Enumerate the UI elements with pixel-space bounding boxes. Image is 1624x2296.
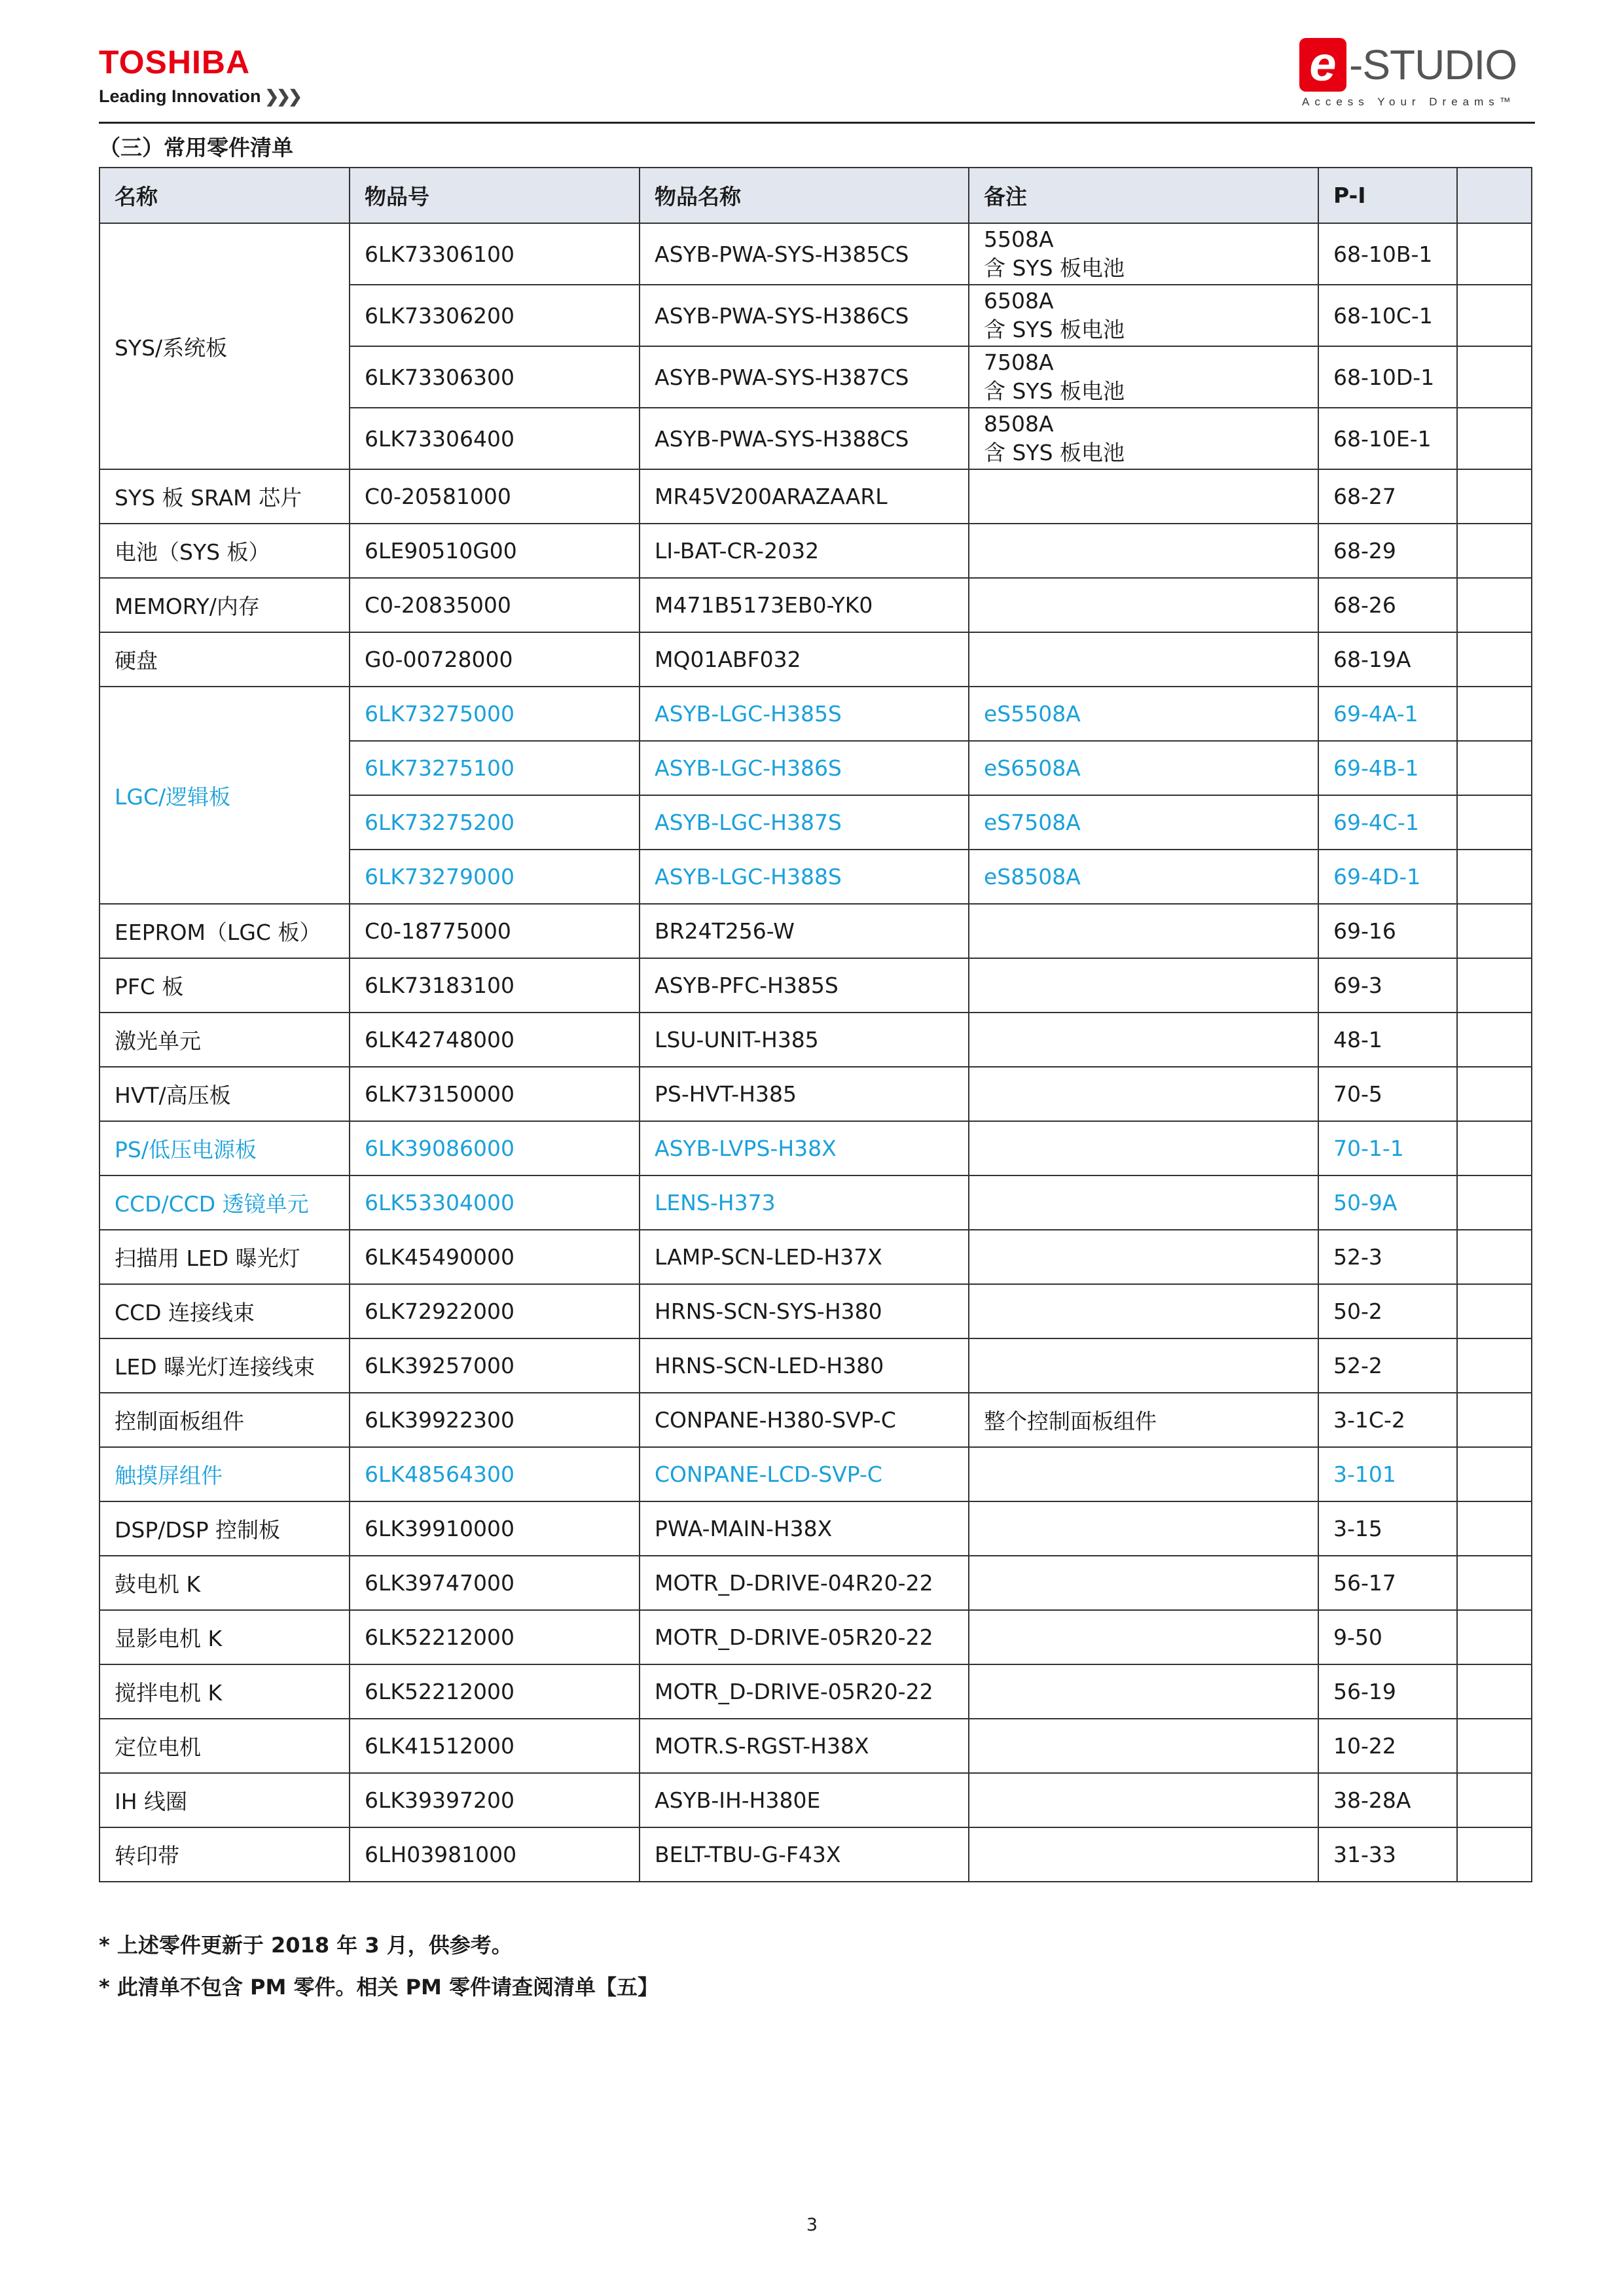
brand-tagline-row <box>99 86 300 107</box>
cell-item-name: MR45V200ARAZAARL <box>640 469 969 524</box>
cell-name: SYS 板 SRAM 芯片 <box>99 469 350 524</box>
table-row <box>99 578 1532 632</box>
cell-note <box>969 1556 1318 1610</box>
cell-note: 整个控制面板组件 <box>969 1393 1318 1447</box>
cell-pi: 68-29 <box>1318 524 1457 578</box>
cell-item-name: M471B5173EB0-YK0 <box>640 578 969 632</box>
toshiba-logo <box>99 46 300 107</box>
cell-item-name: LSU-UNIT-H385 <box>640 1013 969 1067</box>
cell-blank <box>1457 1013 1532 1067</box>
cell-item-name: ASYB-LGC-H388S <box>640 850 969 904</box>
cell-pi: 38-28A <box>1318 1773 1457 1827</box>
page-header <box>0 0 1624 131</box>
table-row <box>99 687 1532 741</box>
table-row <box>99 1556 1532 1610</box>
cell-note <box>969 1773 1318 1827</box>
cell-name: CCD/CCD 透镜单元 <box>99 1175 350 1230</box>
cell-blank <box>1457 408 1532 469</box>
cell-note: eS8508A <box>969 850 1318 904</box>
cell-part-no: 6LK73306400 <box>350 408 640 469</box>
cell-pi: 31-33 <box>1318 1827 1457 1882</box>
cell-pi: 3-1C-2 <box>1318 1393 1457 1447</box>
cell-blank <box>1457 1501 1532 1556</box>
cell-pi: 70-1-1 <box>1318 1121 1457 1175</box>
cell-blank <box>1457 1447 1532 1501</box>
cell-note <box>969 1719 1318 1773</box>
table-row <box>99 632 1532 687</box>
cell-blank <box>1457 1175 1532 1230</box>
table-row <box>99 1284 1532 1338</box>
cell-note <box>969 1121 1318 1175</box>
cell-item-name: PWA-MAIN-H38X <box>640 1501 969 1556</box>
cell-part-no: 6LK73183100 <box>350 958 640 1013</box>
cell-blank <box>1457 1121 1532 1175</box>
cell-name: IH 线圈 <box>99 1773 350 1827</box>
column-header-blank <box>1457 168 1532 223</box>
cell-note <box>969 1338 1318 1393</box>
cell-part-no: 6LH03981000 <box>350 1827 640 1882</box>
cell-name: CCD 连接线束 <box>99 1284 350 1338</box>
cell-item-name: BELT-TBU-G-F43X <box>640 1827 969 1882</box>
cell-blank <box>1457 850 1532 904</box>
cell-name: 转印带 <box>99 1827 350 1882</box>
cell-note <box>969 904 1318 958</box>
table-row <box>99 1610 1532 1664</box>
cell-pi: 68-10D-1 <box>1318 346 1457 408</box>
cell-item-name: ASYB-LGC-H387S <box>640 795 969 850</box>
cell-note: eS5508A <box>969 687 1318 741</box>
cell-blank <box>1457 223 1532 285</box>
cell-part-no: G0-00728000 <box>350 632 640 687</box>
cell-note <box>969 1284 1318 1338</box>
cell-pi: 56-19 <box>1318 1664 1457 1719</box>
table-row <box>99 958 1532 1013</box>
cell-blank <box>1457 958 1532 1013</box>
cell-part-no: 6LK72922000 <box>350 1284 640 1338</box>
cell-name: 电池（SYS 板） <box>99 524 350 578</box>
cell-part-no: 6LK42748000 <box>350 1013 640 1067</box>
cell-part-no: 6LK52212000 <box>350 1664 640 1719</box>
cell-item-name: BR24T256-W <box>640 904 969 958</box>
cell-note <box>969 1501 1318 1556</box>
cell-name: 鼓电机 K <box>99 1556 350 1610</box>
cell-part-no: 6LK39086000 <box>350 1121 640 1175</box>
cell-pi: 69-3 <box>1318 958 1457 1013</box>
cell-blank <box>1457 1827 1532 1882</box>
cell-blank <box>1457 1719 1532 1773</box>
cell-pi: 52-2 <box>1318 1338 1457 1393</box>
cell-blank <box>1457 1610 1532 1664</box>
cell-pi: 69-16 <box>1318 904 1457 958</box>
cell-item-name: ASYB-IH-H380E <box>640 1773 969 1827</box>
cell-part-no: 6LK73306100 <box>350 223 640 285</box>
column-header-note: 备注 <box>969 168 1318 223</box>
cell-pi: 68-27 <box>1318 469 1457 524</box>
table-row <box>99 469 1532 524</box>
cell-pi: 69-4D-1 <box>1318 850 1457 904</box>
cell-note <box>969 632 1318 687</box>
cell-name: DSP/DSP 控制板 <box>99 1501 350 1556</box>
cell-name: LED 曝光灯连接线束 <box>99 1338 350 1393</box>
note-line: 8508A <box>984 411 1054 437</box>
cell-pi: 68-10E-1 <box>1318 408 1457 469</box>
estudio-slogan: Access Your Dreams™ <box>1302 96 1516 108</box>
footnote-update-date: * 上述零件更新于 2018 年 3 月，供参考。 <box>99 1933 513 1958</box>
cell-name: 硬盘 <box>99 632 350 687</box>
cell-note <box>969 346 1318 408</box>
table-row <box>99 1067 1532 1121</box>
note-line: 含 SYS 板电池 <box>984 317 1125 342</box>
table-row <box>99 1121 1532 1175</box>
cell-part-no: C0-20835000 <box>350 578 640 632</box>
cell-part-no: 6LK45490000 <box>350 1230 640 1284</box>
cell-name: MEMORY/内存 <box>99 578 350 632</box>
cell-note <box>969 1610 1318 1664</box>
cell-note <box>969 1664 1318 1719</box>
cell-part-no: 6LK53304000 <box>350 1175 640 1230</box>
table-row <box>99 904 1532 958</box>
triple-chevron-icon: ❯❯❯ <box>264 86 300 106</box>
cell-blank <box>1457 1773 1532 1827</box>
cell-pi: 69-4A-1 <box>1318 687 1457 741</box>
cell-name: 控制面板组件 <box>99 1393 350 1447</box>
table-row <box>99 1447 1532 1501</box>
table-row <box>99 1013 1532 1067</box>
cell-item-name: HRNS-SCN-LED-H380 <box>640 1338 969 1393</box>
cell-item-name: ASYB-PWA-SYS-H385CS <box>640 223 969 285</box>
cell-item-name: ASYB-PWA-SYS-H387CS <box>640 346 969 408</box>
cell-part-no: 6LK39910000 <box>350 1501 640 1556</box>
cell-item-name: ASYB-LGC-H386S <box>640 741 969 795</box>
cell-pi: 52-3 <box>1318 1230 1457 1284</box>
column-header-part-no: 物品号 <box>350 168 640 223</box>
cell-part-no: 6LK73306300 <box>350 346 640 408</box>
cell-name: 搅拌电机 K <box>99 1664 350 1719</box>
cell-item-name: ASYB-LVPS-H38X <box>640 1121 969 1175</box>
cell-pi: 68-19A <box>1318 632 1457 687</box>
cell-note <box>969 1067 1318 1121</box>
table-row <box>99 1773 1532 1827</box>
cell-item-name: PS-HVT-H385 <box>640 1067 969 1121</box>
cell-name: HVT/高压板 <box>99 1067 350 1121</box>
cell-item-name: ASYB-PWA-SYS-H386CS <box>640 285 969 346</box>
cell-note <box>969 1175 1318 1230</box>
cell-name: PFC 板 <box>99 958 350 1013</box>
column-header-item-name: 物品名称 <box>640 168 969 223</box>
note-line: 5508A <box>984 226 1054 252</box>
cell-part-no: 6LK73275100 <box>350 741 640 795</box>
cell-name: PS/低压电源板 <box>99 1121 350 1175</box>
cell-part-no: 6LK52212000 <box>350 1610 640 1664</box>
note-line: 含 SYS 板电池 <box>984 378 1125 404</box>
cell-name: LGC/逻辑板 <box>99 687 350 904</box>
table-row <box>99 1338 1532 1393</box>
cell-blank <box>1457 1664 1532 1719</box>
cell-note <box>969 408 1318 469</box>
section-title: （三）常用零件清单 <box>99 135 293 160</box>
table-row <box>99 1230 1532 1284</box>
cell-note <box>969 1827 1318 1882</box>
cell-blank <box>1457 1067 1532 1121</box>
cell-name: 定位电机 <box>99 1719 350 1773</box>
cell-item-name: MOTR_D-DRIVE-04R20-22 <box>640 1556 969 1610</box>
parts-table <box>99 167 1532 1882</box>
cell-item-name: LAMP-SCN-LED-H37X <box>640 1230 969 1284</box>
cell-blank <box>1457 1284 1532 1338</box>
cell-pi: 50-9A <box>1318 1175 1457 1230</box>
cell-pi: 69-4C-1 <box>1318 795 1457 850</box>
cell-item-name: ASYB-PFC-H385S <box>640 958 969 1013</box>
table-row <box>99 1393 1532 1447</box>
cell-part-no: 6LK39397200 <box>350 1773 640 1827</box>
table-row <box>99 1175 1532 1230</box>
cell-item-name: LENS-H373 <box>640 1175 969 1230</box>
note-line: 含 SYS 板电池 <box>984 255 1125 281</box>
brand-name: TOSHIBA <box>99 44 251 81</box>
cell-note <box>969 1013 1318 1067</box>
brand-tagline: Leading Innovation <box>99 86 261 106</box>
cell-note <box>969 469 1318 524</box>
table-row <box>99 223 1532 285</box>
cell-blank <box>1457 346 1532 408</box>
cell-note <box>969 958 1318 1013</box>
cell-note <box>969 578 1318 632</box>
cell-name: EEPROM（LGC 板） <box>99 904 350 958</box>
cell-blank <box>1457 1556 1532 1610</box>
cell-name: 扫描用 LED 曝光灯 <box>99 1230 350 1284</box>
cell-pi: 10-22 <box>1318 1719 1457 1773</box>
estudio-logo <box>1299 38 1535 117</box>
cell-blank <box>1457 904 1532 958</box>
cell-note <box>969 285 1318 346</box>
cell-pi: 68-10C-1 <box>1318 285 1457 346</box>
cell-part-no: C0-18775000 <box>350 904 640 958</box>
cell-part-no: 6LK73275000 <box>350 687 640 741</box>
cell-item-name: CONPANE-LCD-SVP-C <box>640 1447 969 1501</box>
column-header-name: 名称 <box>99 168 350 223</box>
cell-note <box>969 1230 1318 1284</box>
footnote-pm-parts: * 此清单不包含 PM 零件。相关 PM 零件请查阅清单【五】 <box>99 1975 659 2000</box>
cell-part-no: C0-20581000 <box>350 469 640 524</box>
note-line: 含 SYS 板电池 <box>984 440 1125 465</box>
cell-pi: 68-26 <box>1318 578 1457 632</box>
cell-blank <box>1457 741 1532 795</box>
note-line: 6508A <box>984 288 1054 314</box>
cell-blank <box>1457 1338 1532 1393</box>
table-row <box>99 1664 1532 1719</box>
cell-name: 触摸屏组件 <box>99 1447 350 1501</box>
cell-blank <box>1457 1393 1532 1447</box>
cell-note: eS7508A <box>969 795 1318 850</box>
cell-pi: 70-5 <box>1318 1067 1457 1121</box>
cell-note <box>969 223 1318 285</box>
cell-item-name: MOTR.S-RGST-H38X <box>640 1719 969 1773</box>
cell-name: 激光单元 <box>99 1013 350 1067</box>
cell-blank <box>1457 285 1532 346</box>
table-row <box>99 1501 1532 1556</box>
cell-part-no: 6LK73275200 <box>350 795 640 850</box>
cell-name: SYS/系统板 <box>99 223 350 469</box>
cell-note <box>969 524 1318 578</box>
cell-blank <box>1457 469 1532 524</box>
column-header-pi: P-I <box>1318 168 1457 223</box>
cell-item-name: LI-BAT-CR-2032 <box>640 524 969 578</box>
cell-name: 显影电机 K <box>99 1610 350 1664</box>
cell-pi: 68-10B-1 <box>1318 223 1457 285</box>
estudio-e-badge: e <box>1299 38 1346 92</box>
cell-item-name: MOTR_D-DRIVE-05R20-22 <box>640 1610 969 1664</box>
cell-part-no: 6LE90510G00 <box>350 524 640 578</box>
cell-blank <box>1457 524 1532 578</box>
cell-pi: 56-17 <box>1318 1556 1457 1610</box>
cell-part-no: 6LK73306200 <box>350 285 640 346</box>
page-number: 3 <box>806 2215 818 2235</box>
cell-item-name: MOTR_D-DRIVE-05R20-22 <box>640 1664 969 1719</box>
cell-pi: 9-50 <box>1318 1610 1457 1664</box>
cell-part-no: 6LK39747000 <box>350 1556 640 1610</box>
cell-pi: 69-4B-1 <box>1318 741 1457 795</box>
header-divider <box>99 122 1535 124</box>
cell-note: eS6508A <box>969 741 1318 795</box>
cell-blank <box>1457 687 1532 741</box>
cell-part-no: 6LK39922300 <box>350 1393 640 1447</box>
cell-blank <box>1457 578 1532 632</box>
table-header-row <box>99 168 1532 223</box>
cell-blank <box>1457 795 1532 850</box>
cell-part-no: 6LK48564300 <box>350 1447 640 1501</box>
cell-part-no: 6LK39257000 <box>350 1338 640 1393</box>
cell-item-name: ASYB-PWA-SYS-H388CS <box>640 408 969 469</box>
cell-blank <box>1457 1230 1532 1284</box>
table-row <box>99 1719 1532 1773</box>
cell-part-no: 6LK73150000 <box>350 1067 640 1121</box>
cell-item-name: ASYB-LGC-H385S <box>640 687 969 741</box>
cell-pi: 3-15 <box>1318 1501 1457 1556</box>
estudio-wordmark: -STUDIO <box>1349 41 1517 88</box>
table-row <box>99 1827 1532 1882</box>
cell-part-no: 6LK73279000 <box>350 850 640 904</box>
table-row <box>99 524 1532 578</box>
cell-item-name: MQ01ABF032 <box>640 632 969 687</box>
cell-pi: 48-1 <box>1318 1013 1457 1067</box>
cell-part-no: 6LK41512000 <box>350 1719 640 1773</box>
note-line: 7508A <box>984 350 1054 375</box>
footnotes <box>99 1924 659 2008</box>
cell-pi: 50-2 <box>1318 1284 1457 1338</box>
cell-note <box>969 1447 1318 1501</box>
cell-blank <box>1457 632 1532 687</box>
cell-item-name: HRNS-SCN-SYS-H380 <box>640 1284 969 1338</box>
cell-item-name: CONPANE-H380-SVP-C <box>640 1393 969 1447</box>
cell-pi: 3-101 <box>1318 1447 1457 1501</box>
